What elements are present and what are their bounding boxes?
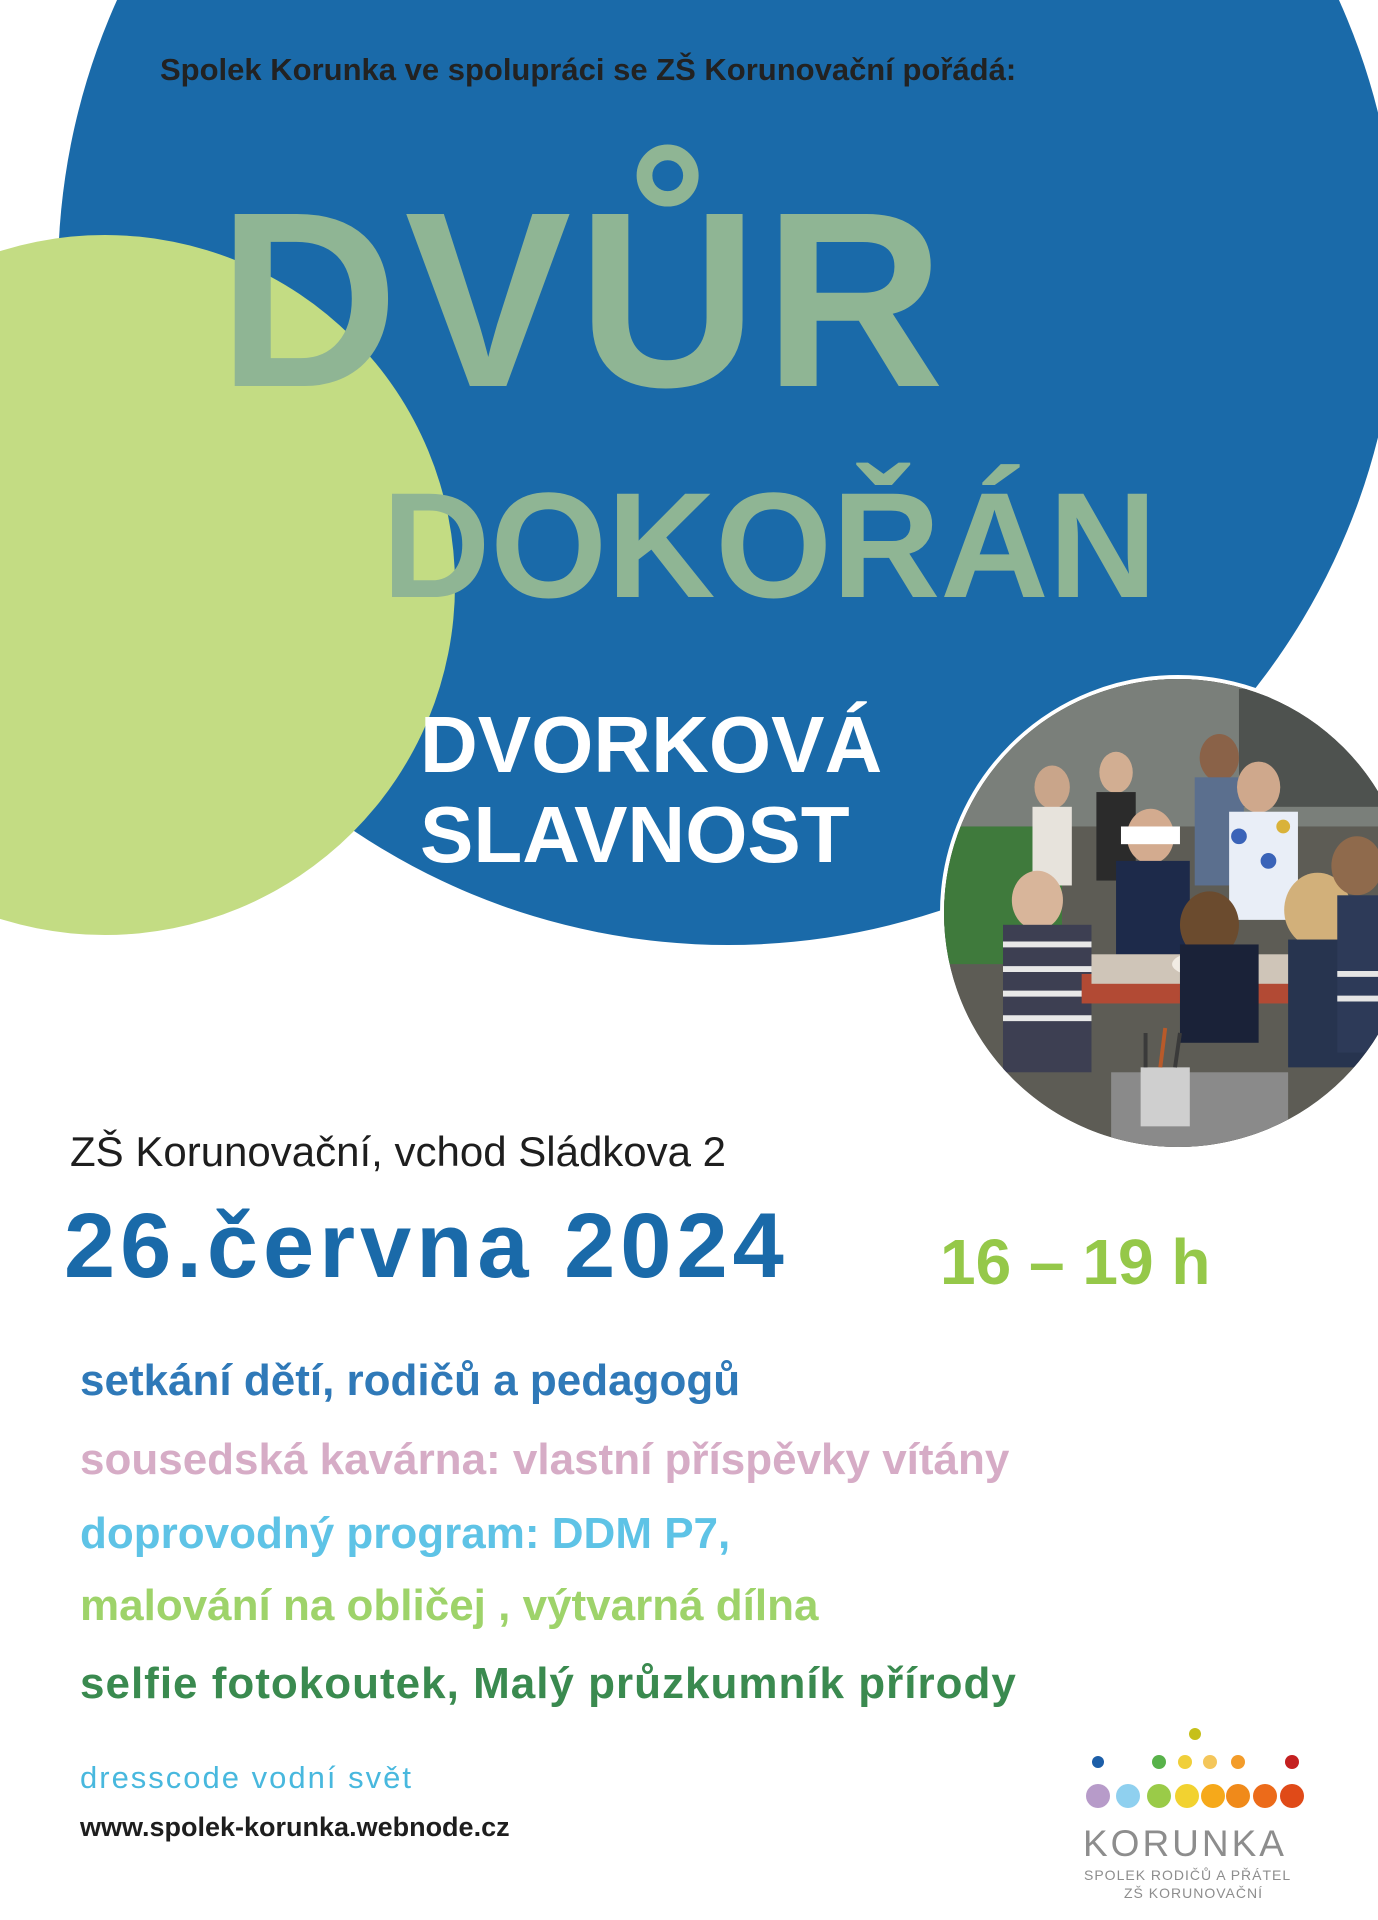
subtitle-line-1: DVORKOVÁ [420,700,883,789]
logo-dots-icon [1080,1718,1320,1828]
title-line-2: DOKOŘÁN [382,461,1157,629]
subtitle [420,700,882,879]
event-time: 16 – 19 h [940,1226,1211,1298]
logo-tagline-2: ZŠ KORUNOVAČNÍ [1124,1885,1263,1901]
korunka-logo [1080,1718,1320,1913]
website-link[interactable]: www.spolek-korunka.webnode.cz [80,1812,510,1842]
subtitle-line-2: SLAVNOST [420,789,850,879]
program-item: malování na obličej , výtvarná dílna [80,1581,819,1630]
event-date: 26.června 2024 [64,1195,789,1297]
program-item: doprovodný program: DDM P7, [80,1509,731,1558]
venue-address: ZŠ Korunovační, vchod Sládkova 2 [70,1128,727,1175]
program-item: sousedská kavárna: vlastní příspěvky vítány [80,1435,1010,1484]
dresscode-note: dresscode vodní svět [80,1760,413,1795]
logo-tagline-1: SPOLEK RODIČŮ A PŘÁTEL [1084,1867,1292,1883]
organizer-line: Spolek Korunka ve spolupráci se ZŠ Korunovační pořádá: [160,52,1017,87]
program-item: setkání dětí, rodičů a pedagogů [80,1356,741,1405]
program-item: selfie fotokoutek, Malý průzkumník přírody [80,1659,1017,1708]
logo-name: KORUNKA [1083,1823,1287,1864]
title-line-1: DVŮR [218,160,951,439]
